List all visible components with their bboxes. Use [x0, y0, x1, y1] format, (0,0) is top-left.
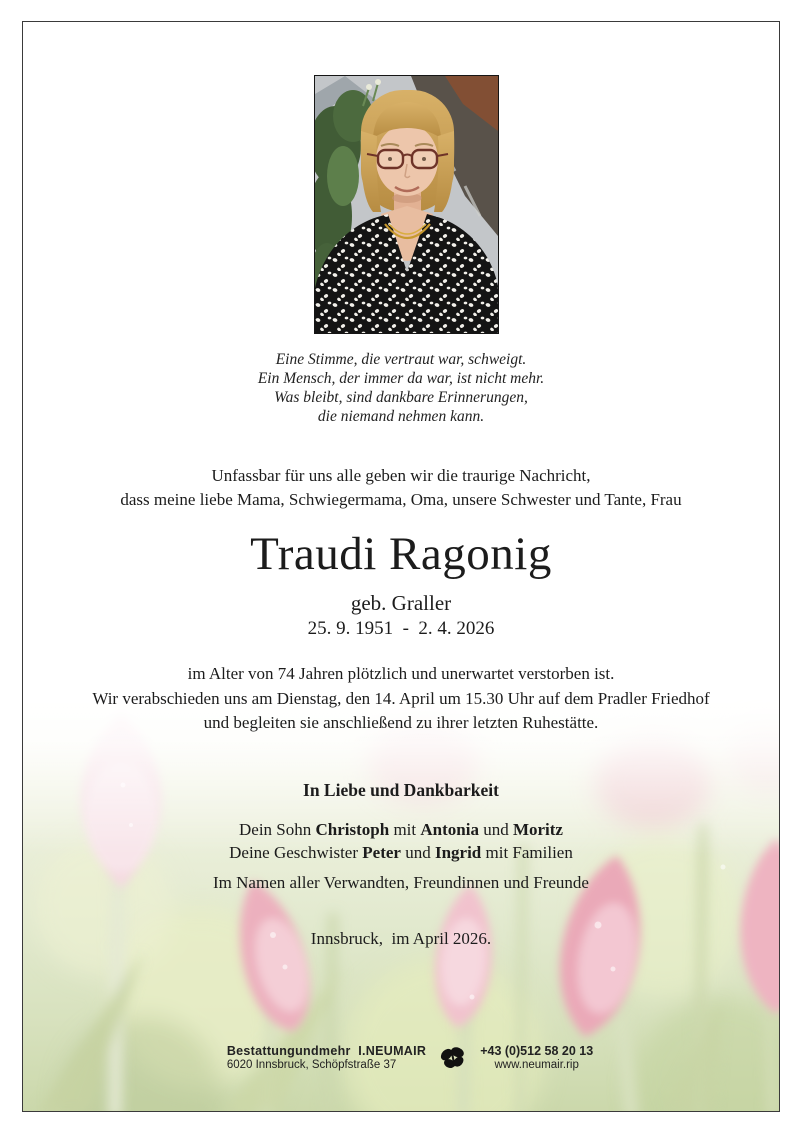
family-line-son	[23, 818, 779, 841]
family-text: Deine Geschwister	[229, 843, 363, 862]
funeral-home-company: Bestattungundmehr	[226, 1044, 351, 1058]
portrait-photo	[314, 75, 499, 334]
announcement-line: dass meine liebe Mama, Schwiegermama, Oma, unsere Schwester und Tante, Frau	[120, 490, 682, 509]
funeral-details	[23, 662, 779, 736]
poem-line: die niemand nehmen kann.	[317, 408, 485, 425]
family-name: Peter	[362, 843, 401, 862]
funeral-line: im Alter von 74 Jahren plötzlich und unerwartet verstorben ist.	[187, 664, 615, 683]
funeral-home-logo-text	[227, 1044, 426, 1058]
family-text: Dein Sohn	[239, 820, 316, 839]
poem-line: Ein Mensch, der immer da war, ist nicht mehr.	[257, 370, 545, 387]
birth-name: geb. Graller	[350, 591, 452, 615]
announcement-text	[23, 464, 779, 512]
family-name: Ingrid	[434, 843, 482, 862]
funeral-line: und begleiten sie anschließend zu ihrer letzten Ruhestätte.	[203, 713, 599, 732]
funeral-home-website: www.neumair.rip	[494, 1059, 579, 1071]
memorial-card	[22, 21, 780, 1112]
life-dates: 25. 9. 1951 - 2. 4. 2026	[307, 618, 495, 639]
funeral-home-contact	[480, 1044, 593, 1071]
poem-line: Eine Stimme, die vertraut war, schweigt.	[275, 351, 527, 368]
family-name: Antonia	[420, 820, 479, 839]
portrait-illustration	[315, 76, 498, 333]
family-text: und	[400, 843, 435, 862]
butterfly-icon	[437, 1042, 470, 1073]
family-name: Moritz	[512, 820, 563, 839]
funeral-home-footer	[23, 1044, 779, 1071]
funeral-line: Wir verabschieden uns am Dienstag, den 14. April um 15.30 Uhr auf dem Pradler Friedhof	[92, 688, 710, 708]
deceased-name: Traudi Ragonig	[250, 528, 552, 580]
funeral-home-phone: +43 (0)512 58 20 13	[480, 1044, 594, 1058]
poem-line: Was bleibt, sind dankbare Erinnerungen,	[274, 389, 528, 406]
mourning-family	[23, 818, 779, 864]
place-date-line: Innsbruck, im April 2026.	[310, 929, 492, 948]
family-text: mit Familien	[481, 843, 573, 862]
funeral-home-brand: I.NEUMAIR	[358, 1044, 427, 1058]
family-name: Christoph	[315, 820, 390, 839]
farewell-heading: In Liebe und Dankbarkeit	[303, 780, 499, 800]
family-line-siblings	[23, 841, 779, 864]
funeral-home-address: 6020 Innsbruck, Schöpfstraße 37	[226, 1059, 397, 1071]
memorial-poem	[23, 350, 779, 426]
in-name-of-line: Im Namen aller Verwandten, Freundinnen und Freunde	[213, 873, 589, 892]
funeral-home-identity	[227, 1044, 426, 1071]
announcement-line: Unfassbar für uns alle geben wir die traurige Nachricht,	[211, 466, 591, 485]
family-text: und	[478, 820, 513, 839]
family-text: mit	[389, 820, 421, 839]
